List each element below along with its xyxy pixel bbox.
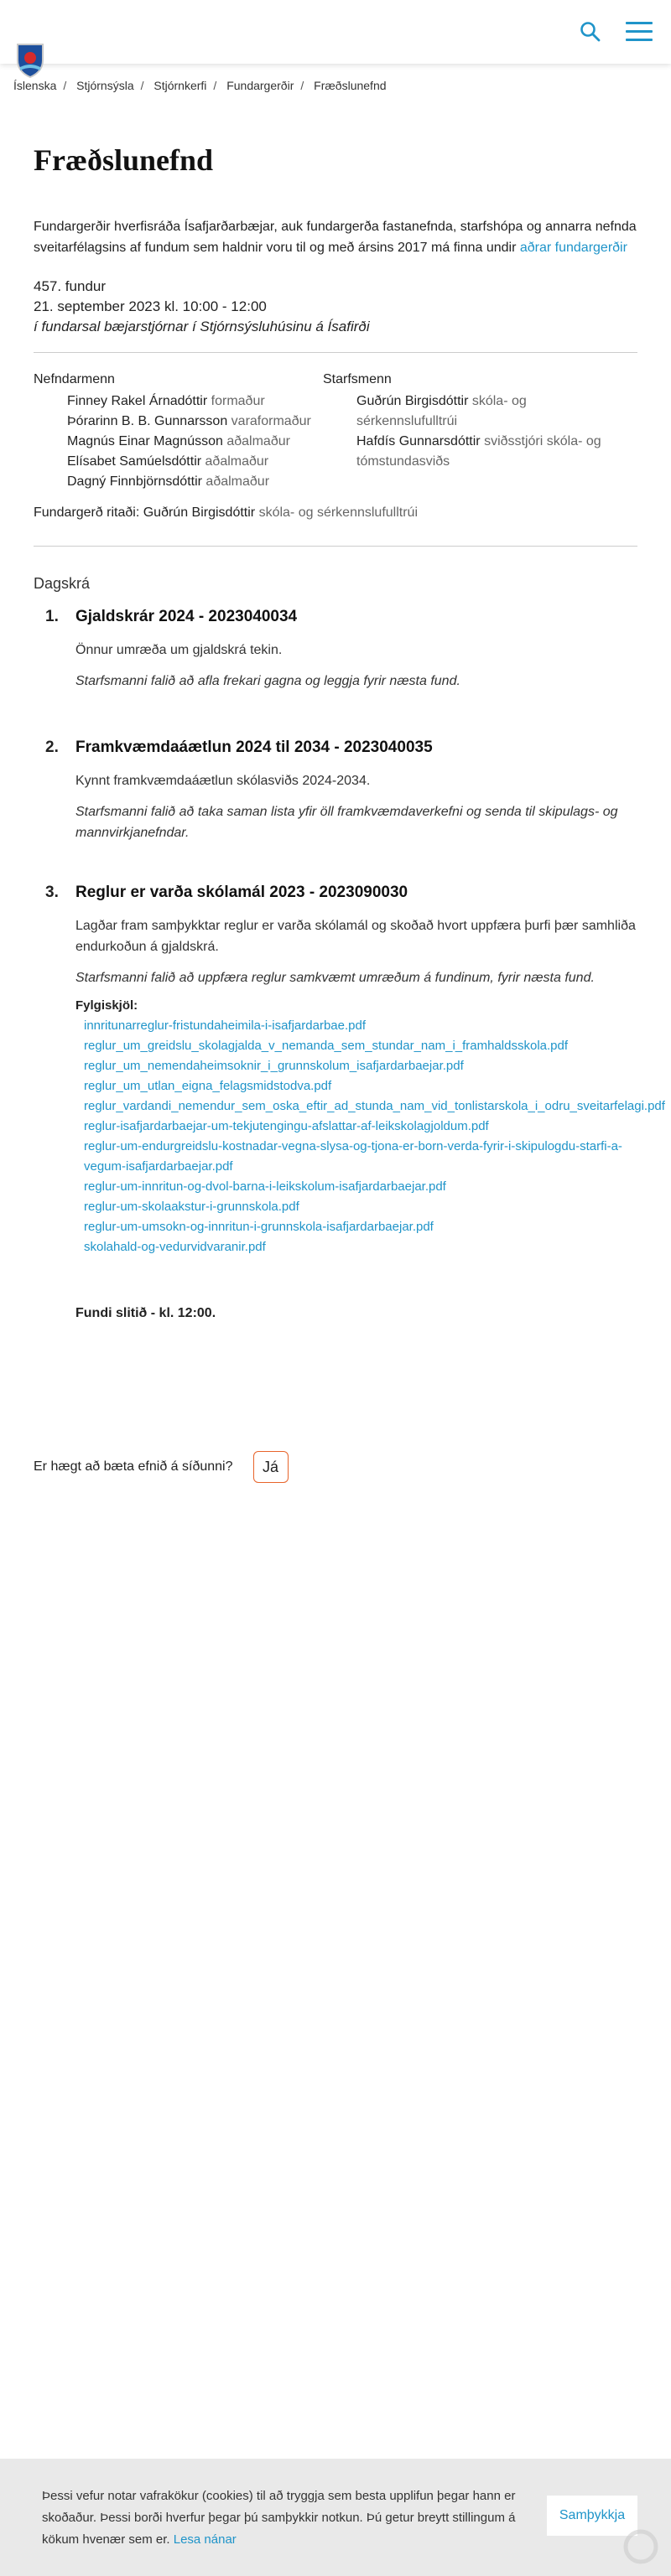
site-header xyxy=(0,0,671,64)
recaptcha-icon xyxy=(619,2525,663,2568)
members-column xyxy=(34,370,323,492)
agenda-item-text: Lagðar fram samþykktar reglur er varða skólamál og skoðað hvort uppfæra þurfi þær samhliða endurkoðun á gjaldskrá. xyxy=(75,919,636,954)
agenda-item-decision: Starfsmanni falið að afla frekari gagna og leggja fyrir næsta fund. xyxy=(75,674,460,688)
attachment-link[interactable]: reglur-um-skolaakstur-i-grunnskola.pdf xyxy=(84,1200,299,1214)
agenda-item-number: 3. xyxy=(45,884,59,901)
member: Þórarinn B. B. Gunnarsson varaformaður xyxy=(67,414,311,428)
main-content xyxy=(34,143,665,1321)
feedback-section xyxy=(34,1451,289,1483)
agenda-item-decision: Starfsmanni falið að taka saman lista yfir öll framkvæmdaverkefni og senda til skipulags- og mannvirkjanefndar. xyxy=(75,805,618,840)
breadcrumb-item[interactable]: Íslenska xyxy=(13,79,57,92)
attachment-link[interactable]: innritunarreglur-fristundaheimila-i-isafjardarbae.pdf xyxy=(84,1018,366,1033)
attachment-link[interactable]: reglur-isafjardarbaejar-um-tekjutengingu-afslattar-af-leikskolagjoldum.pdf xyxy=(84,1119,489,1133)
divider xyxy=(34,546,637,547)
meeting-date: 21. september 2023 kl. 10:00 - 12:00 xyxy=(34,298,267,314)
attendees xyxy=(34,370,637,492)
agenda-item xyxy=(34,608,637,692)
member: Dagný Finnbjörnsdóttir aðalmaður xyxy=(67,474,270,489)
attachment-link[interactable]: reglur-um-umsokn-og-innritun-i-grunnskola-isafjardarbaejar.pdf xyxy=(84,1220,434,1234)
member: Magnús Einar Magnússon aðalmaður xyxy=(67,434,290,448)
meeting-number: 457. fundur xyxy=(34,278,107,294)
breadcrumb: Íslenska / Stjórnsýsla / Stjórnkerfi / Fundargerðir / Fræðslunefnd xyxy=(13,79,387,92)
agenda-item xyxy=(34,739,637,843)
secretary: Fundargerð ritaði: Guðrún Birgisdóttir skóla- og sérkennslufulltrúi xyxy=(34,505,418,520)
agenda-item-decision: Starfsmanni falið að uppfæra reglur samkvæmt umræðum á fundinum, fyrir næsta fund. xyxy=(75,971,595,985)
attachment-link[interactable]: reglur-um-endurgreidslu-kostnadar-vegna-slysa-og-tjona-er-born-verda-fyrir-i-skipulogdu-starfi-a-vegum-isafjardarbaejar.pdf xyxy=(84,1139,622,1174)
agenda-item-text: Önnur umræða um gjaldskrá tekin. xyxy=(75,643,283,657)
feedback-yes-button[interactable]: Já xyxy=(253,1451,289,1483)
meeting-location: í fundarsal bæjarstjórnar í Stjórnsýsluhúsinu á Ísafirði xyxy=(34,319,370,334)
divider xyxy=(34,352,637,353)
intro-text: Fundargerðir hverfisráða Ísafjarðarbæjar, auk fundargerða fastanefnda, starfshópa og annarra nefnda sveitarfélagsins af fundum sem haldnir voru til og með ársins 2017 má finna undir aðrar fundargerðir xyxy=(34,220,637,255)
page-title: Fræðslunefnd xyxy=(34,143,214,177)
staff-column xyxy=(323,370,612,492)
breadcrumb-item[interactable]: Stjórnkerfi xyxy=(153,79,207,92)
other-minutes-link[interactable]: aðrar fundargerðir xyxy=(519,241,627,255)
agenda-item-number: 1. xyxy=(45,608,59,625)
agenda-item-title: Framkvæmdaáætlun 2024 til 2034 - 2023040035 xyxy=(75,739,433,756)
breadcrumb-item[interactable]: Fundargerðir xyxy=(226,79,294,92)
breadcrumb-current: Fræðslunefnd xyxy=(314,79,387,92)
agenda-item-number: 2. xyxy=(45,739,59,756)
meeting-closed: Fundi slitið - kl. 12:00. xyxy=(75,1306,216,1320)
agenda-item-text: Kynnt framkvæmdaáætlun skólasviðs 2024-2034. xyxy=(75,774,371,788)
attachment-link[interactable]: reglur_vardandi_nemendur_sem_oska_eftir_ad_stunda_nam_vid_tonlistarskola_i_odru_sveitarfelagi.pdf xyxy=(84,1099,665,1113)
agenda-title: Dagskrá xyxy=(34,575,91,592)
member: Elísabet Samúelsdóttir aðalmaður xyxy=(67,454,269,469)
staff-heading: Starfsmenn xyxy=(323,372,392,386)
breadcrumb-item[interactable]: Stjórnsýsla xyxy=(76,79,134,92)
cookie-text: Þessi vefur notar vafrakökur (cookies) til að tryggja sem besta upplifun þegar hann er skoðaður. Þessi borði hverfur þegar þú samþykkir notkun. Þú getur breytt stillingum á kökum hvenær sem er. Lesa nánar xyxy=(42,2489,516,2547)
attachments-label: Fylgiskjöl: xyxy=(75,998,138,1013)
cookie-banner xyxy=(0,2459,671,2576)
attachment-link[interactable]: skolahald-og-vedurvidvaranir.pdf xyxy=(84,1240,266,1254)
agenda-item-title: Reglur er varða skólamál 2023 - 2023090030 xyxy=(75,884,408,901)
agenda-item-title: Gjaldskrár 2024 - 2023040034 xyxy=(75,608,298,625)
read-more-link[interactable]: Lesa nánar xyxy=(173,2532,237,2547)
feedback-question: Er hægt að bæta efnið á síðunni? xyxy=(34,1459,233,1474)
attachment-link[interactable]: reglur_um_nemendaheimsoknir_i_grunnskolum_isafjardarbaejar.pdf xyxy=(84,1059,464,1073)
meeting-info xyxy=(34,277,637,337)
hamburger-menu-icon[interactable] xyxy=(626,22,653,42)
agenda-item xyxy=(34,884,665,1257)
staff-member: Guðrún Birgisdóttir skóla- og sérkennslufulltrúi xyxy=(356,394,527,428)
staff-member: Hafdís Gunnarsdóttir sviðsstjóri skóla- og tómstundasviðs xyxy=(356,434,601,469)
search-icon[interactable] xyxy=(579,20,602,44)
attachment-link[interactable]: reglur_um_utlan_eigna_felagsmidstodva.pdf xyxy=(84,1079,332,1093)
member: Finney Rakel Árnadóttir formaður xyxy=(67,394,265,408)
coat-of-arms-icon[interactable] xyxy=(15,42,45,79)
members-heading: Nefndarmenn xyxy=(34,372,115,386)
attachment-link[interactable]: reglur_um_greidslu_skolagjalda_v_nemanda_sem_stundar_nam_i_framhaldsskola.pdf xyxy=(84,1039,569,1053)
accept-cookies-button[interactable]: Samþykkja xyxy=(547,2496,637,2536)
attachments-list xyxy=(75,1016,665,1257)
attachment-link[interactable]: reglur-um-innritun-og-dvol-barna-i-leikskolum-isafjardarbaejar.pdf xyxy=(84,1179,446,1194)
